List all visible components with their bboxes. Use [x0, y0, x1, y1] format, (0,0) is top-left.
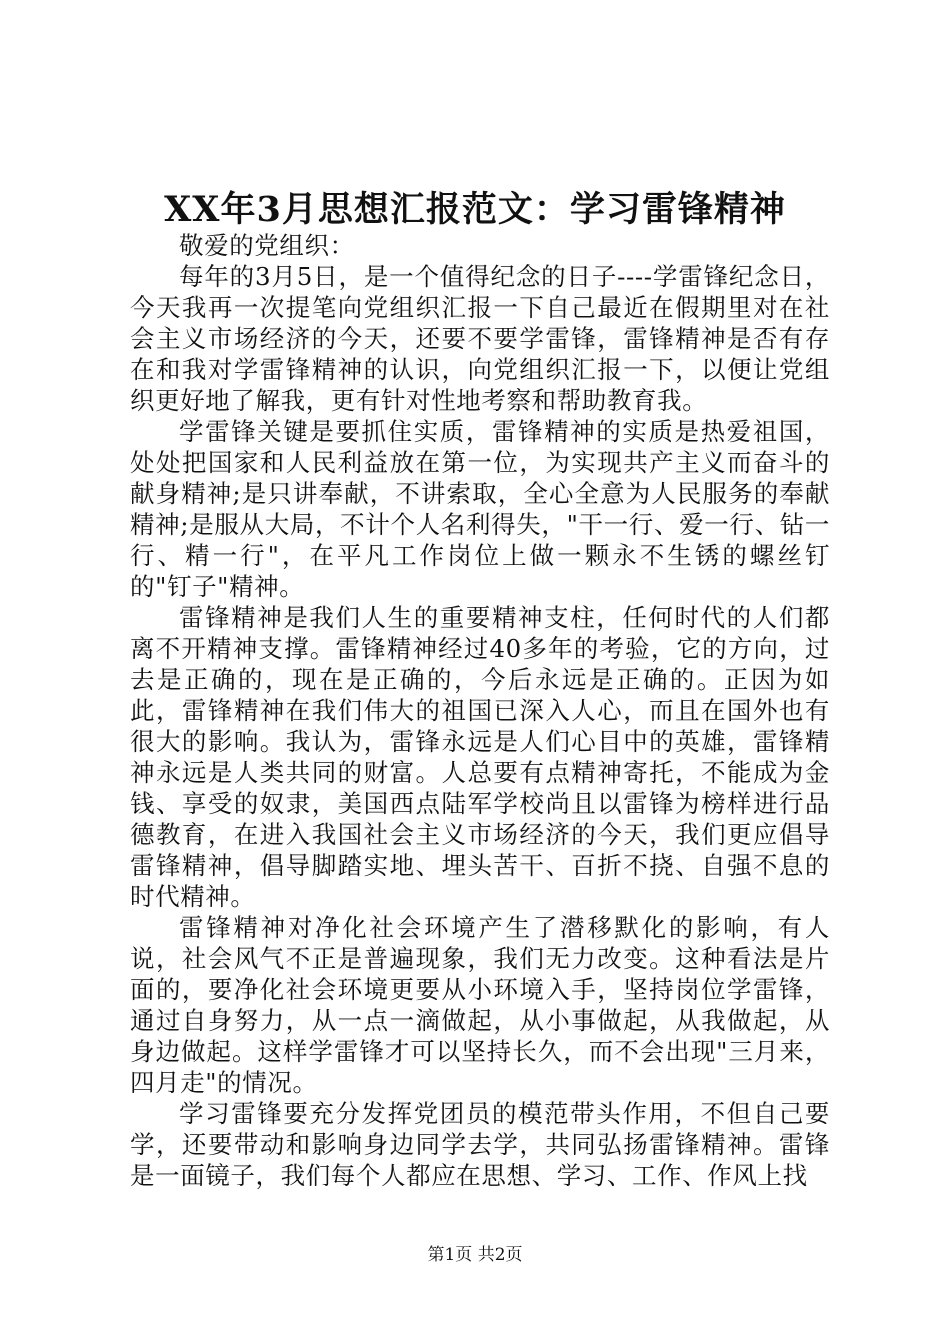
- paragraph-3: 雷锋精神是我们人生的重要精神支柱，任何时代的人们都离不开精神支撑。雷锋精神经过40多年的考验，它的方向，过去是正确的，现在是正确的，今后永远是正确的。正因为如此，雷锋精神在我们伟大的祖国已深入人心，而且在国外也有很大的影响。我认为，雷锋永远是人们心目中的英雄，雷锋精神永远是人类共同的财富。人总要有点精神寄托，不能成为金钱、享受的奴隶，美国西点陆军学校尚且以雷锋为榜样进行品德教育，在进入我国社会主义市场经济的今天，我们更应倡导雷锋精神，倡导脚踏实地、埋头苦干、百折不挠、自强不息的时代精神。: [130, 603, 830, 911]
- paragraph-5: 学习雷锋要充分发挥党团员的模范带头作用，不但自己要学，还要带动和影响身边同学去学，共同弘扬雷锋精神。雷锋是一面镜子，我们每个人都应在思想、学习、工作、作风上找: [130, 1099, 830, 1190]
- document-body: [130, 230, 830, 1191]
- paragraph-2: 学雷锋关键是要抓住实质，雷锋精神的实质是热爱祖国，处处把国家和人民利益放在第一位，为实现共产主义而奋斗的献身精神;是只讲奉献，不讲索取，全心全意为人民服务的奉献精神;是服从大局，不计个人名利得失，"干一行、爱一行、钻一行、精一行"，在平凡工作岗位上做一颗永不生锈的螺丝钉的"钉子"精神。: [130, 417, 830, 601]
- paragraph-1: 每年的3月5日，是一个值得纪念的日子----学雷锋纪念日，今天我再一次提笔向党组织汇报一下自己最近在假期里对在社会主义市场经济的今天，还要不要学雷锋，雷锋精神是否有存在和我对学雷锋精神的认识，向党组织汇报一下，以便让党组织更好地了解我，更有针对性地考察和帮助教育我。: [130, 262, 830, 415]
- salutation: 敬爱的党组织：: [179, 231, 355, 260]
- document-title: XX年3月思想汇报范文：学习雷锋精神: [164, 189, 786, 230]
- page-number-footer: 第1页 共2页: [427, 1245, 523, 1265]
- paragraph-4: 雷锋精神对净化社会环境产生了潜移默化的影响，有人说，社会风气不正是普遍现象，我们无力改变。这种看法是片面的，要净化社会环境更要从小环境入手，坚持岗位学雷锋，通过自身努力，从一点一滴做起，从小事做起，从我做起，从身边做起。这样学雷锋才可以坚持长久，而不会出现"三月来，四月走"的情况。: [130, 913, 830, 1097]
